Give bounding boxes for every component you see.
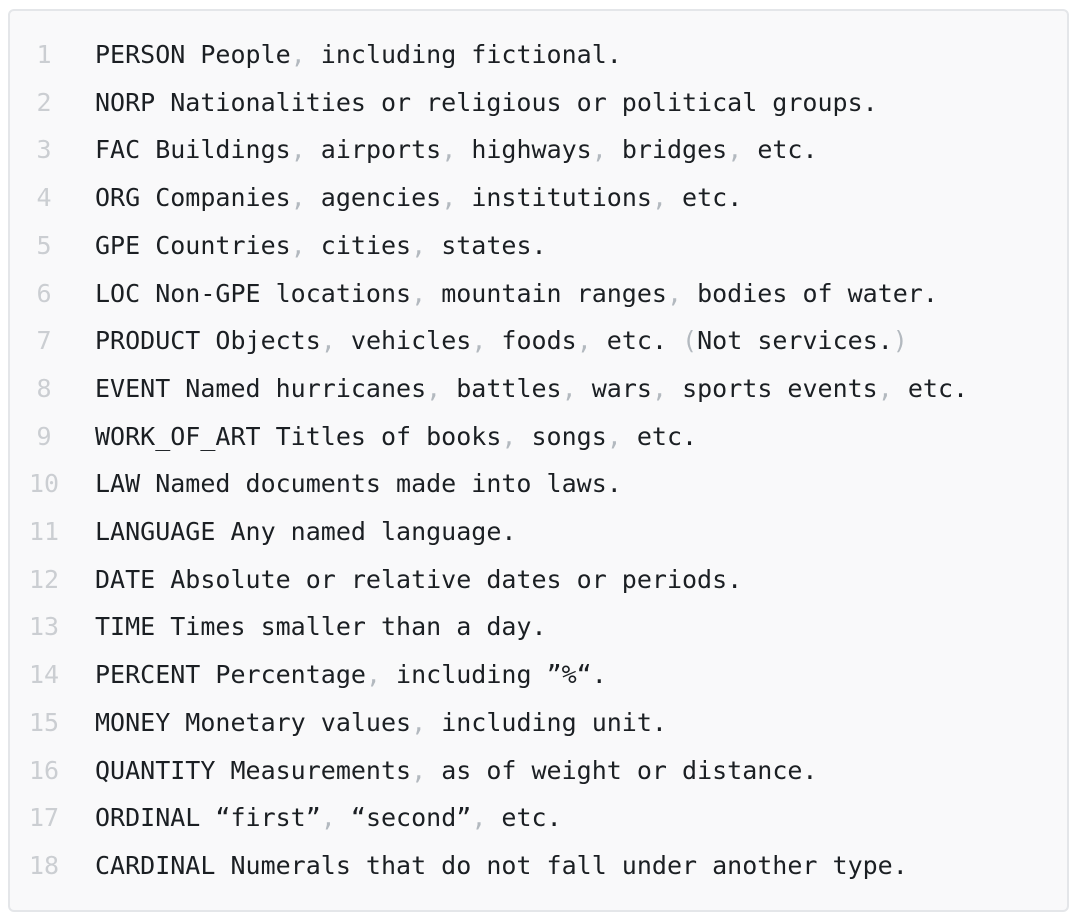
code-line <box>24 270 1057 318</box>
code-line <box>24 222 1057 270</box>
line-content <box>95 794 562 842</box>
text-token: etc. <box>621 421 698 451</box>
punctuation-token: , <box>727 135 743 165</box>
line-number: 5 <box>36 230 52 260</box>
text-token: “second” <box>335 803 472 833</box>
line-content <box>95 747 817 795</box>
punctuation-token: , <box>877 373 893 403</box>
punctuation-token: ) <box>892 326 908 356</box>
text-token: agencies <box>305 183 442 213</box>
punctuation-token: , <box>441 183 457 213</box>
text-token: TIME Times smaller than a day. <box>95 612 547 642</box>
line-content <box>95 31 622 79</box>
punctuation-token: , <box>411 755 427 785</box>
text-token: cities <box>305 230 412 260</box>
line-number: 4 <box>36 183 52 213</box>
line-number: 15 <box>28 707 60 737</box>
text-token: WORK_OF_ART Titles of books <box>95 421 502 451</box>
punctuation-token: , <box>561 373 577 403</box>
text-token: etc. <box>486 803 562 833</box>
code-line <box>24 651 1057 699</box>
line-number: 3 <box>36 135 52 165</box>
text-token: institutions <box>456 183 652 213</box>
line-content <box>95 413 697 461</box>
text-token: Not services. <box>697 326 893 356</box>
line-content <box>95 365 968 413</box>
line-content <box>95 556 742 604</box>
punctuation-token: , <box>576 326 592 356</box>
punctuation-token: , <box>651 373 668 403</box>
text-token: FAC Buildings <box>95 135 291 165</box>
line-number: 7 <box>36 326 52 356</box>
line-content <box>95 460 622 508</box>
line-number: 8 <box>36 373 52 403</box>
text-token: mountain ranges <box>426 278 667 308</box>
line-content <box>95 508 516 556</box>
code-line <box>24 747 1057 795</box>
text-token: CARDINAL Numerals that do not fall under another type. <box>95 850 908 880</box>
code-line <box>24 699 1057 747</box>
line-number: 16 <box>28 755 60 785</box>
punctuation-token: ( <box>682 326 698 356</box>
text-token: DATE Absolute or relative dates or periods. <box>95 564 743 594</box>
text-token: foods <box>486 326 577 356</box>
code-line <box>24 126 1057 174</box>
text-token: bodies of water. <box>682 278 938 308</box>
punctuation-token: , <box>290 40 306 69</box>
code-listing <box>10 11 1067 890</box>
text-token: songs <box>516 421 607 451</box>
line-content <box>95 222 547 270</box>
punctuation-token: , <box>411 707 427 737</box>
text-token: PERCENT Percentage <box>95 660 366 690</box>
line-content <box>95 699 667 747</box>
text-token: MONEY Monetary values <box>95 707 412 737</box>
line-number: 18 <box>28 850 60 880</box>
punctuation-token: , <box>320 803 336 833</box>
text-token: LANGUAGE Any named language. <box>95 517 517 547</box>
line-content <box>95 79 878 127</box>
code-line <box>24 79 1057 127</box>
line-content <box>95 651 607 699</box>
text-token: including ”%“. <box>381 660 607 690</box>
text-token: including unit. <box>426 707 667 737</box>
text-token: vehicles <box>335 326 472 356</box>
code-line <box>24 842 1057 890</box>
code-line <box>24 317 1057 365</box>
punctuation-token: , <box>441 135 457 165</box>
line-number: 11 <box>28 517 60 547</box>
text-token: LAW Named documents made into laws. <box>95 469 622 499</box>
line-number: 10 <box>28 469 60 499</box>
text-token: PERSON People <box>95 40 291 69</box>
text-token: airports <box>305 135 442 165</box>
code-line <box>24 508 1057 556</box>
punctuation-token: , <box>365 660 381 690</box>
line-content <box>95 270 938 318</box>
code-block <box>8 9 1069 912</box>
code-line <box>24 460 1057 508</box>
line-number: 1 <box>36 40 52 69</box>
punctuation-token: , <box>290 135 306 165</box>
line-number: 12 <box>28 564 60 594</box>
text-token: etc. <box>742 135 818 165</box>
punctuation-token: , <box>411 278 427 308</box>
punctuation-token: , <box>471 803 487 833</box>
text-token: etc. <box>667 183 743 213</box>
punctuation-token: , <box>501 421 517 451</box>
text-token: QUANTITY Measurements <box>95 755 412 785</box>
punctuation-token: , <box>411 230 427 260</box>
punctuation-token: , <box>426 373 442 403</box>
code-line <box>24 174 1057 222</box>
text-token: etc. <box>892 373 969 403</box>
code-line <box>24 794 1057 842</box>
text-token: GPE Countries <box>95 230 291 260</box>
punctuation-token: , <box>290 183 306 213</box>
code-line <box>24 603 1057 651</box>
line-content <box>95 126 818 174</box>
line-number: 6 <box>36 278 52 308</box>
text-token: bridges <box>606 135 728 165</box>
line-number: 17 <box>28 803 60 833</box>
punctuation-token: , <box>290 230 306 260</box>
punctuation-token: , <box>666 278 683 308</box>
line-number: 14 <box>28 660 60 690</box>
line-content <box>95 842 908 890</box>
text-token: as of weight or distance. <box>426 755 818 785</box>
text-token: battles <box>441 373 562 403</box>
code-line <box>24 556 1057 604</box>
text-token: including fictional. <box>305 40 622 69</box>
text-token: ORDINAL “first” <box>95 803 321 833</box>
text-token: LOC Non-GPE locations <box>95 278 412 308</box>
text-token: wars <box>576 373 652 403</box>
punctuation-token: , <box>471 326 487 356</box>
text-token: ORG Companies <box>95 183 291 213</box>
text-token: NORP Nationalities or religious or political groups. <box>95 87 878 117</box>
line-number: 9 <box>36 421 52 451</box>
punctuation-token: , <box>606 421 622 451</box>
text-token: states. <box>426 230 547 260</box>
punctuation-token: , <box>651 183 667 213</box>
line-number: 13 <box>28 612 60 642</box>
code-line <box>24 413 1057 461</box>
text-token: PRODUCT Objects <box>95 326 321 356</box>
code-line <box>24 365 1057 413</box>
punctuation-token: , <box>320 326 336 356</box>
punctuation-token: , <box>591 135 607 165</box>
text-token: EVENT Named hurricanes <box>95 373 427 403</box>
code-line <box>24 31 1057 79</box>
text-token: highways <box>456 135 592 165</box>
line-content <box>95 603 547 651</box>
text-token: etc. <box>591 326 683 356</box>
line-content <box>95 174 742 222</box>
text-token: sports events <box>667 373 878 403</box>
line-content <box>95 317 908 365</box>
line-number: 2 <box>36 87 52 117</box>
